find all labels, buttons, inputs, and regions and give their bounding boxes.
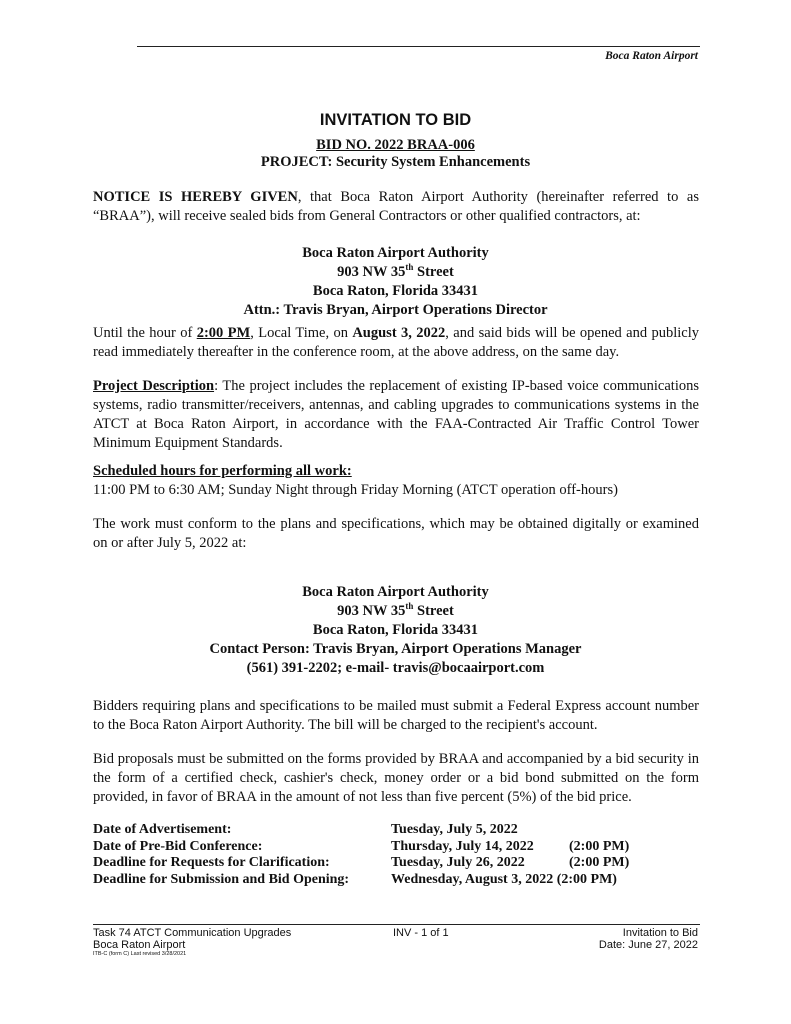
footer-date: Date: June 27, 2022	[598, 939, 698, 951]
address2-line1: Boca Raton Airport Authority	[302, 584, 489, 600]
address1-line2: 903 NW 35th Street	[337, 262, 454, 280]
project-description-text: : The project includes the replacement of existing IP-based voice communications systems, radio transmitter/receivers, antennas, and cabling upgrades to communications systems in the ATCT at Boca Raton Airport, in accordance with the FAA-Contracted Air Traffic Control Tower Minimum Equipment Standards.	[93, 378, 700, 451]
footer-doc-type: Invitation to Bid	[622, 927, 698, 939]
date-row: Deadline for Requests for Clarification: Tuesday, July 26, 2022 (2:00 PM)	[93, 855, 630, 870]
address2-line3: Boca Raton, Florida 33431	[312, 622, 479, 638]
footer-page-number: INV - 1 of 1	[393, 927, 449, 939]
address1-line3: Boca Raton, Florida 33431	[312, 283, 479, 299]
address-block-1	[0, 244, 791, 320]
footer-airport: Boca Raton Airport	[93, 939, 186, 951]
hours-text: 11:00 PM to 6:30 AM; Sunday Night through Friday Morning (ATCT operation off-hours)	[93, 482, 618, 498]
date-row: Deadline for Submission and Bid Opening: Wednesday, August 3, 2022 (2:00 PM)	[93, 871, 617, 887]
footer-right	[599, 927, 698, 951]
document-title: INVITATION TO BID	[319, 111, 472, 129]
notice-text: , that Boca Raton Airport Authority (hereinafter referred to as “BRAA”), will receive sealed bids from General Contractors or other qualified contractors, at:	[93, 189, 699, 224]
address2-line4: Contact Person: Travis Bryan, Airport Operations Manager	[209, 641, 582, 657]
header-org: Boca Raton Airport	[605, 50, 698, 62]
deadline-paragraph: Until the hour of 2:00 PM, Local Time, on August 3, 2022, and said bids will be opened and publicly read immediately thereafter in the conference room, at the above address, on the same day.	[93, 325, 699, 360]
mailing-paragraph: Bidders requiring plans and specifications to be mailed must submit a Federal Express account number to the Boca Raton Airport Authority. The bill will be charged to the recipient's account.	[93, 698, 699, 733]
address2-line2: 903 NW 35th Street	[337, 601, 454, 619]
address2-contact: (561) 391-2202; e-mail- travis@bocaairport.com	[246, 660, 545, 676]
deadline-time: 2:00 PM	[196, 325, 251, 341]
footer-rule	[93, 924, 700, 925]
project-description-label: Project Description	[93, 378, 215, 394]
deadline-date: August 3, 2022	[352, 325, 446, 341]
plans-paragraph: The work must conform to the plans and specifications, which may be obtained digitally or examined on or after July 5, 2022 at:	[93, 516, 699, 551]
footer-left	[93, 927, 291, 958]
footer-task: Task 74 ATCT Communication Upgrades	[93, 927, 292, 939]
notice-lead: NOTICE IS HEREBY GIVEN	[93, 189, 298, 205]
header-rule	[137, 46, 700, 47]
project-description-paragraph	[93, 377, 699, 453]
notice-paragraph	[93, 188, 699, 226]
date-row: Date of Advertisement: Tuesday, July 5, 2022	[93, 822, 518, 837]
address1-line1: Boca Raton Airport Authority	[302, 245, 489, 261]
date-row: Date of Pre-Bid Conference: Thursday, July 14, 2022 (2:00 PM)	[93, 838, 630, 854]
bid-security-paragraph: Bid proposals must be submitted on the forms provided by BRAA and accompanied by a bid security in the form of a certified check, cashier's check, money order or a bid bond submitted on the form provided, in favor of BRAA in the amount of not less than five percent (5%) of the bid price.	[93, 751, 699, 805]
project-title: PROJECT: Security System Enhancements	[260, 154, 531, 170]
address1-line4: Attn.: Travis Bryan, Airport Operations Director	[243, 302, 548, 318]
address-block-2	[0, 583, 791, 678]
hours-paragraph	[93, 462, 699, 500]
bid-number: BID NO. 2022 BRAA-006	[316, 137, 475, 153]
dates-table	[93, 822, 713, 888]
hours-label: Scheduled hours for performing all work:	[93, 463, 352, 479]
footer-form-note: ITB-C (form C) Last revised 3/28/2021	[93, 951, 187, 957]
